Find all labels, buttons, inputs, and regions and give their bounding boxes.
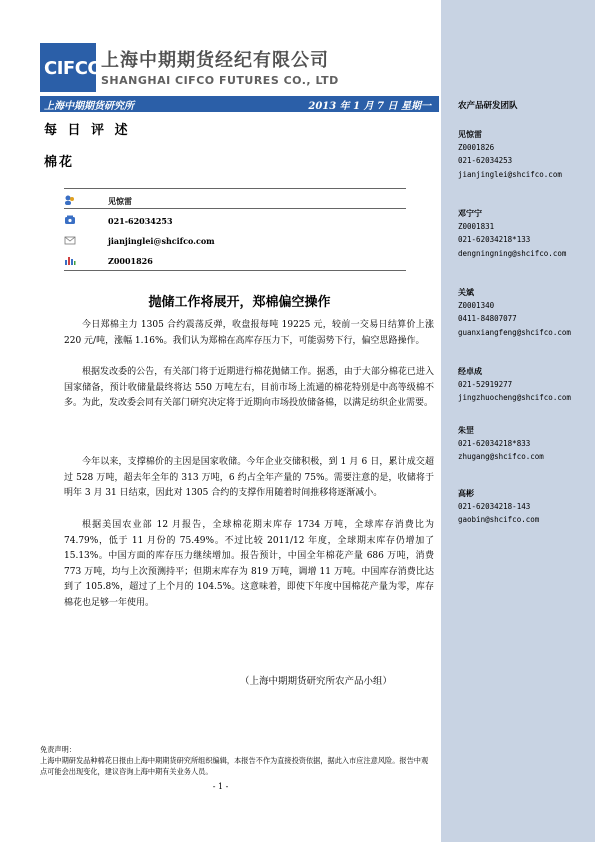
team-member	[458, 424, 544, 464]
right-sidebar	[441, 0, 595, 842]
member-name: 经卓成	[458, 367, 482, 376]
institute-name: 上海中期期货研究所	[44, 101, 134, 112]
member-phone: 021-62034218*833	[458, 439, 531, 449]
disclaimer-text: 上海中期研发品种棉花日报由上海中期期货研究所组织编辑，本报告不作为直接投资依据，据此入市应注意风险。报告中观点可能会出现变化，建议咨询上海中期有关业务人员。	[40, 756, 429, 776]
team-title: 农产品研发团队	[458, 101, 518, 111]
member-id: Z0001340	[458, 301, 495, 311]
person-icon	[64, 194, 76, 206]
page-number: - 1 -	[212, 782, 229, 791]
section-title: 每 日 评 述	[44, 123, 131, 138]
divider	[64, 188, 406, 189]
header-bar	[40, 96, 439, 112]
member-email: guanxiangfeng@shcifco.com	[458, 327, 571, 337]
commodity-title: 棉花	[44, 155, 75, 170]
paragraph-4: 根据美国农业部 12 月报告，全球棉花期末库存 1734 万吨，全球库存消费比为 74.79%，低于 11 月份的 75.49%。不过比较 2011/12 年度，全球期末库存仍增加了 15.13%。中国方面的库存压力继续增加。报告预计，中国全年棉花产量 686 万吨，消费 773 万吨，均与上次预测持平；但期末库存为 819 万吨，调增 11 万吨。中国库存消费比达到了 105.8%，超过了上个月的 104.5%。这意味着，即使下年度中国棉花产量为零，库存棉花也足够一年使用。	[64, 520, 434, 608]
company-name-cn: 上海中期期货经纪有限公司	[101, 50, 329, 71]
author-phone: 021-62034253	[108, 216, 173, 226]
paragraph-3: 今年以来，支撑棉价的主因是国家收储。今年企业交储积极，到 1 月 6 日，累计成交超过 528 万吨，超去年全年的 313 万吨，6 约占全年产量的 75%。需要注意的是，收储将于明年 3 月 31 日结束，因此对 1305 合约的支撑作用随着时间推移将逐渐减小。	[64, 457, 434, 498]
member-email: jingzhuocheng@shcifco.com	[458, 393, 571, 403]
logo-text: CIFCO	[44, 58, 103, 79]
member-phone: 0411-84807077	[458, 314, 517, 324]
member-phone: 021-52919277	[458, 380, 513, 390]
headline: 抛储工作将展开，郑棉偏空操作	[148, 295, 331, 310]
member-id: Z0001831	[458, 222, 495, 232]
member-name: 关斌	[458, 288, 474, 297]
paragraph-2: 根据发改委的公告，有关部门将于近期进行棉花抛储工作。据悉，由于大部分棉花已进入国家储备，预计收储量最终将达 550 万吨左右，目前市场上流通的棉花特别是中高等级棉不多。为此，发改委会同有关部门研究决定将于近期向市场投放储备棉，以满足纺织企业需要。	[64, 367, 434, 408]
member-name: 高彬	[458, 489, 474, 498]
author-email: jianjinglei@shcifco.com	[108, 236, 215, 246]
member-email: dengningning@shcifco.com	[458, 248, 567, 258]
team-member	[458, 128, 562, 181]
member-phone: 021-62034218*133	[458, 235, 531, 245]
member-id: Z0001826	[458, 143, 495, 153]
author-license: Z0001826	[108, 256, 153, 266]
paragraph-1: 今日郑棉主力 1305 合约震荡反弹，收盘报每吨 19225 元，较前一交易日结算价上涨 220 元/吨，涨幅 1.16%。我们认为郑棉在高库存压力下，可能弱势下行，偏空思路操作。	[64, 320, 434, 346]
team-member	[458, 286, 571, 339]
disclaimer	[40, 744, 435, 777]
member-phone: 021-62034253	[458, 156, 513, 166]
member-name: 朱罡	[458, 426, 474, 435]
signature: （上海中期期货研究所农产品小组）	[240, 676, 393, 687]
member-email: gaobin@shcifco.com	[458, 515, 540, 525]
certificate-icon	[64, 254, 76, 266]
member-name: 见惊雷	[458, 130, 482, 139]
member-name: 邓宁宁	[458, 209, 482, 218]
divider	[64, 270, 406, 271]
member-phone: 021-62034218-143	[458, 502, 531, 512]
team-member	[458, 365, 571, 405]
email-icon	[64, 234, 76, 246]
phone-icon	[64, 214, 76, 226]
member-email: zhugang@shcifco.com	[458, 452, 544, 462]
member-email: jianjinglei@shcifco.com	[458, 169, 562, 179]
report-date: 2013 年 1 月 7 日 星期一	[308, 101, 431, 112]
team-member	[458, 207, 566, 260]
disclaimer-title: 免责声明：	[40, 745, 76, 754]
divider	[64, 208, 406, 209]
company-name-en: SHANGHAI CIFCO FUTURES CO., LTD	[101, 74, 339, 87]
team-member	[458, 487, 539, 527]
author-name: 见惊雷	[108, 196, 132, 206]
